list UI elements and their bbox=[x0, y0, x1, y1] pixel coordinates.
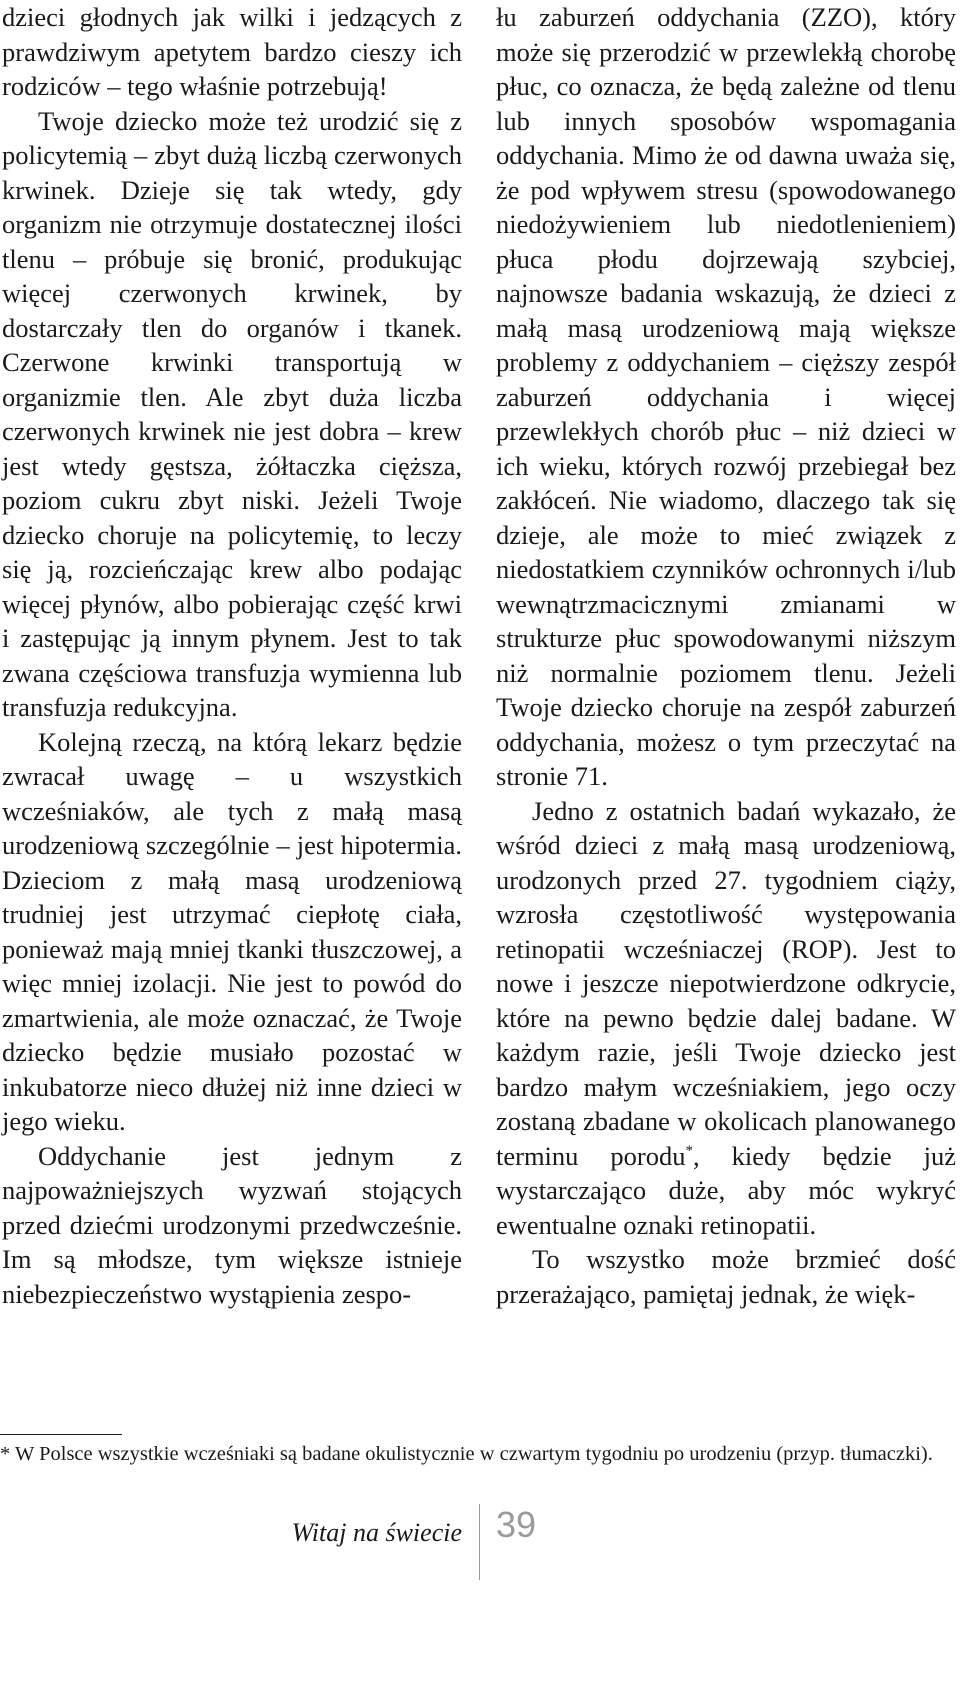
paragraph: dzieci głodnych jak wilki i jedzących z prawdziwym apetytem bardzo cieszy ich rodziców – tego właśnie potrzebują! bbox=[2, 2, 462, 101]
footnote-marker: * bbox=[685, 1142, 693, 1159]
right-text-column bbox=[496, 0, 956, 1311]
left-text-column bbox=[2, 0, 462, 1311]
paragraph: Kolejną rzeczą, na którą lekarz będzie zwracał uwagę – u wszystkich wcześniaków, ale tych z małą masą urodzeniową szczególnie – jest hipotermia. Dzieciom z małą masą urodzeniową trudniej jest utrzymać ciepłotę ciała, ponieważ mają mniej tkanki tłuszczowej, a więc mniej izolacji. Nie jest to powód do zmartwienia, ale może oznaczać, że Twoje dziecko będzie musiało pozostać w inkubatorze nieco dłużej niż inne dzieci w jego wieku. bbox=[2, 726, 462, 1136]
running-footer-title: Witaj na świecie bbox=[291, 1518, 462, 1547]
paragraph bbox=[496, 794, 956, 1243]
paragraph-text: , kiedy będzie już wystarczająco duże, aby móc wykryć ewentualne oznaki retinopatii. bbox=[496, 1140, 956, 1240]
footnote: * W Polsce wszystkie wcześniaki są badane okulistycznie w czwartym tygodniu po urodzeniu (przyp. tłumaczki). bbox=[0, 1443, 933, 1465]
paragraph-text: Jedno z ostatnich badań wykazało, że wśród dzieci z małą masą urodzeniową, urodzonych przed 27. tygodniem ciąży, wzrosła częstotliwość występowania retinopatii wcześniaczej (ROP). Jest to nowe i jeszcze niepotwierdzone odkrycie, które na pewno będzie dalej badane. W każdym razie, jeśli Twoje dziecko jest bardzo małym wcześniakiem, jego oczy zostaną zbadane w okolicach planowanego terminu porodu bbox=[496, 795, 956, 1171]
page-number: 39 bbox=[496, 1504, 537, 1545]
paragraph: Twoje dziecko może też urodzić się z policytemią – zbyt dużą liczbą czerwonych krwinek. Dzieje się tak wtedy, gdy organizm nie otrzymuje dostatecznej ilości tlenu – próbuje się bronić, produkując więcej czerwonych krwinek, by dostarczały tlen do organów i tkanek. Czerwone krwinki transportują w organizmie tlen. Ale zbyt duża liczba czerwonych krwinek nie jest dobra – krew jest wtedy gęstsza, żółtaczka cięższa, poziom cukru zbyt niski. Jeżeli Twoje dziecko choruje na policytemię, to leczy się ją, rozcieńczając krew albo podając więcej płynów, albo pobierając część krwi i zastępując ją innym płynem. Jest to tak zwana częściowa transfuzja wymienna lub transfuzja redukcyjna. bbox=[2, 105, 462, 722]
paragraph: To wszystko może brzmieć dość przerażająco, pamiętaj jednak, że więk- bbox=[496, 1244, 956, 1309]
paragraph: łu zaburzeń oddychania (ZZO), który może się przerodzić w przewlekłą chorobę płuc, co oznacza, że będą zależne od tlenu lub innych sposobów wspomagania oddychania. Mimo że od dawna uważa się, że pod wpływem stresu (spowodowanego niedożywieniem lub niedotlenieniem) płuca płodu dojrzewają szybciej, najnowsze badania wskazują, że dzieci z małą masą urodzeniową mają większe problemy z oddychaniem – cięższy zespół zaburzeń oddychania i więcej przewlekłych chorób płuc – niż dzieci w ich wieku, których rozwój przebiegał bez zakłóceń. Nie wiadomo, dlaczego tak się dzieje, ale może to mieć związek z niedostatkiem czynników ochronnych i/lub wewnątrzmacicznymi zmianami w strukturze płuc spowodowanymi niższym niż normalnie poziomem tlenu. Jeżeli Twoje dziecko choruje na zespół zaburzeń oddychania, możesz o tym przeczytać na stronie 71. bbox=[496, 2, 956, 791]
footer-divider bbox=[479, 1504, 480, 1580]
footnote-divider bbox=[0, 1434, 122, 1435]
paragraph: Oddychanie jest jednym z najpoważniejszych wyzwań stojących przed dziećmi urodzonymi przedwcześnie. Im są młodsze, tym większe istnieje niebezpieczeństwo wystąpienia zespo- bbox=[2, 1140, 462, 1309]
